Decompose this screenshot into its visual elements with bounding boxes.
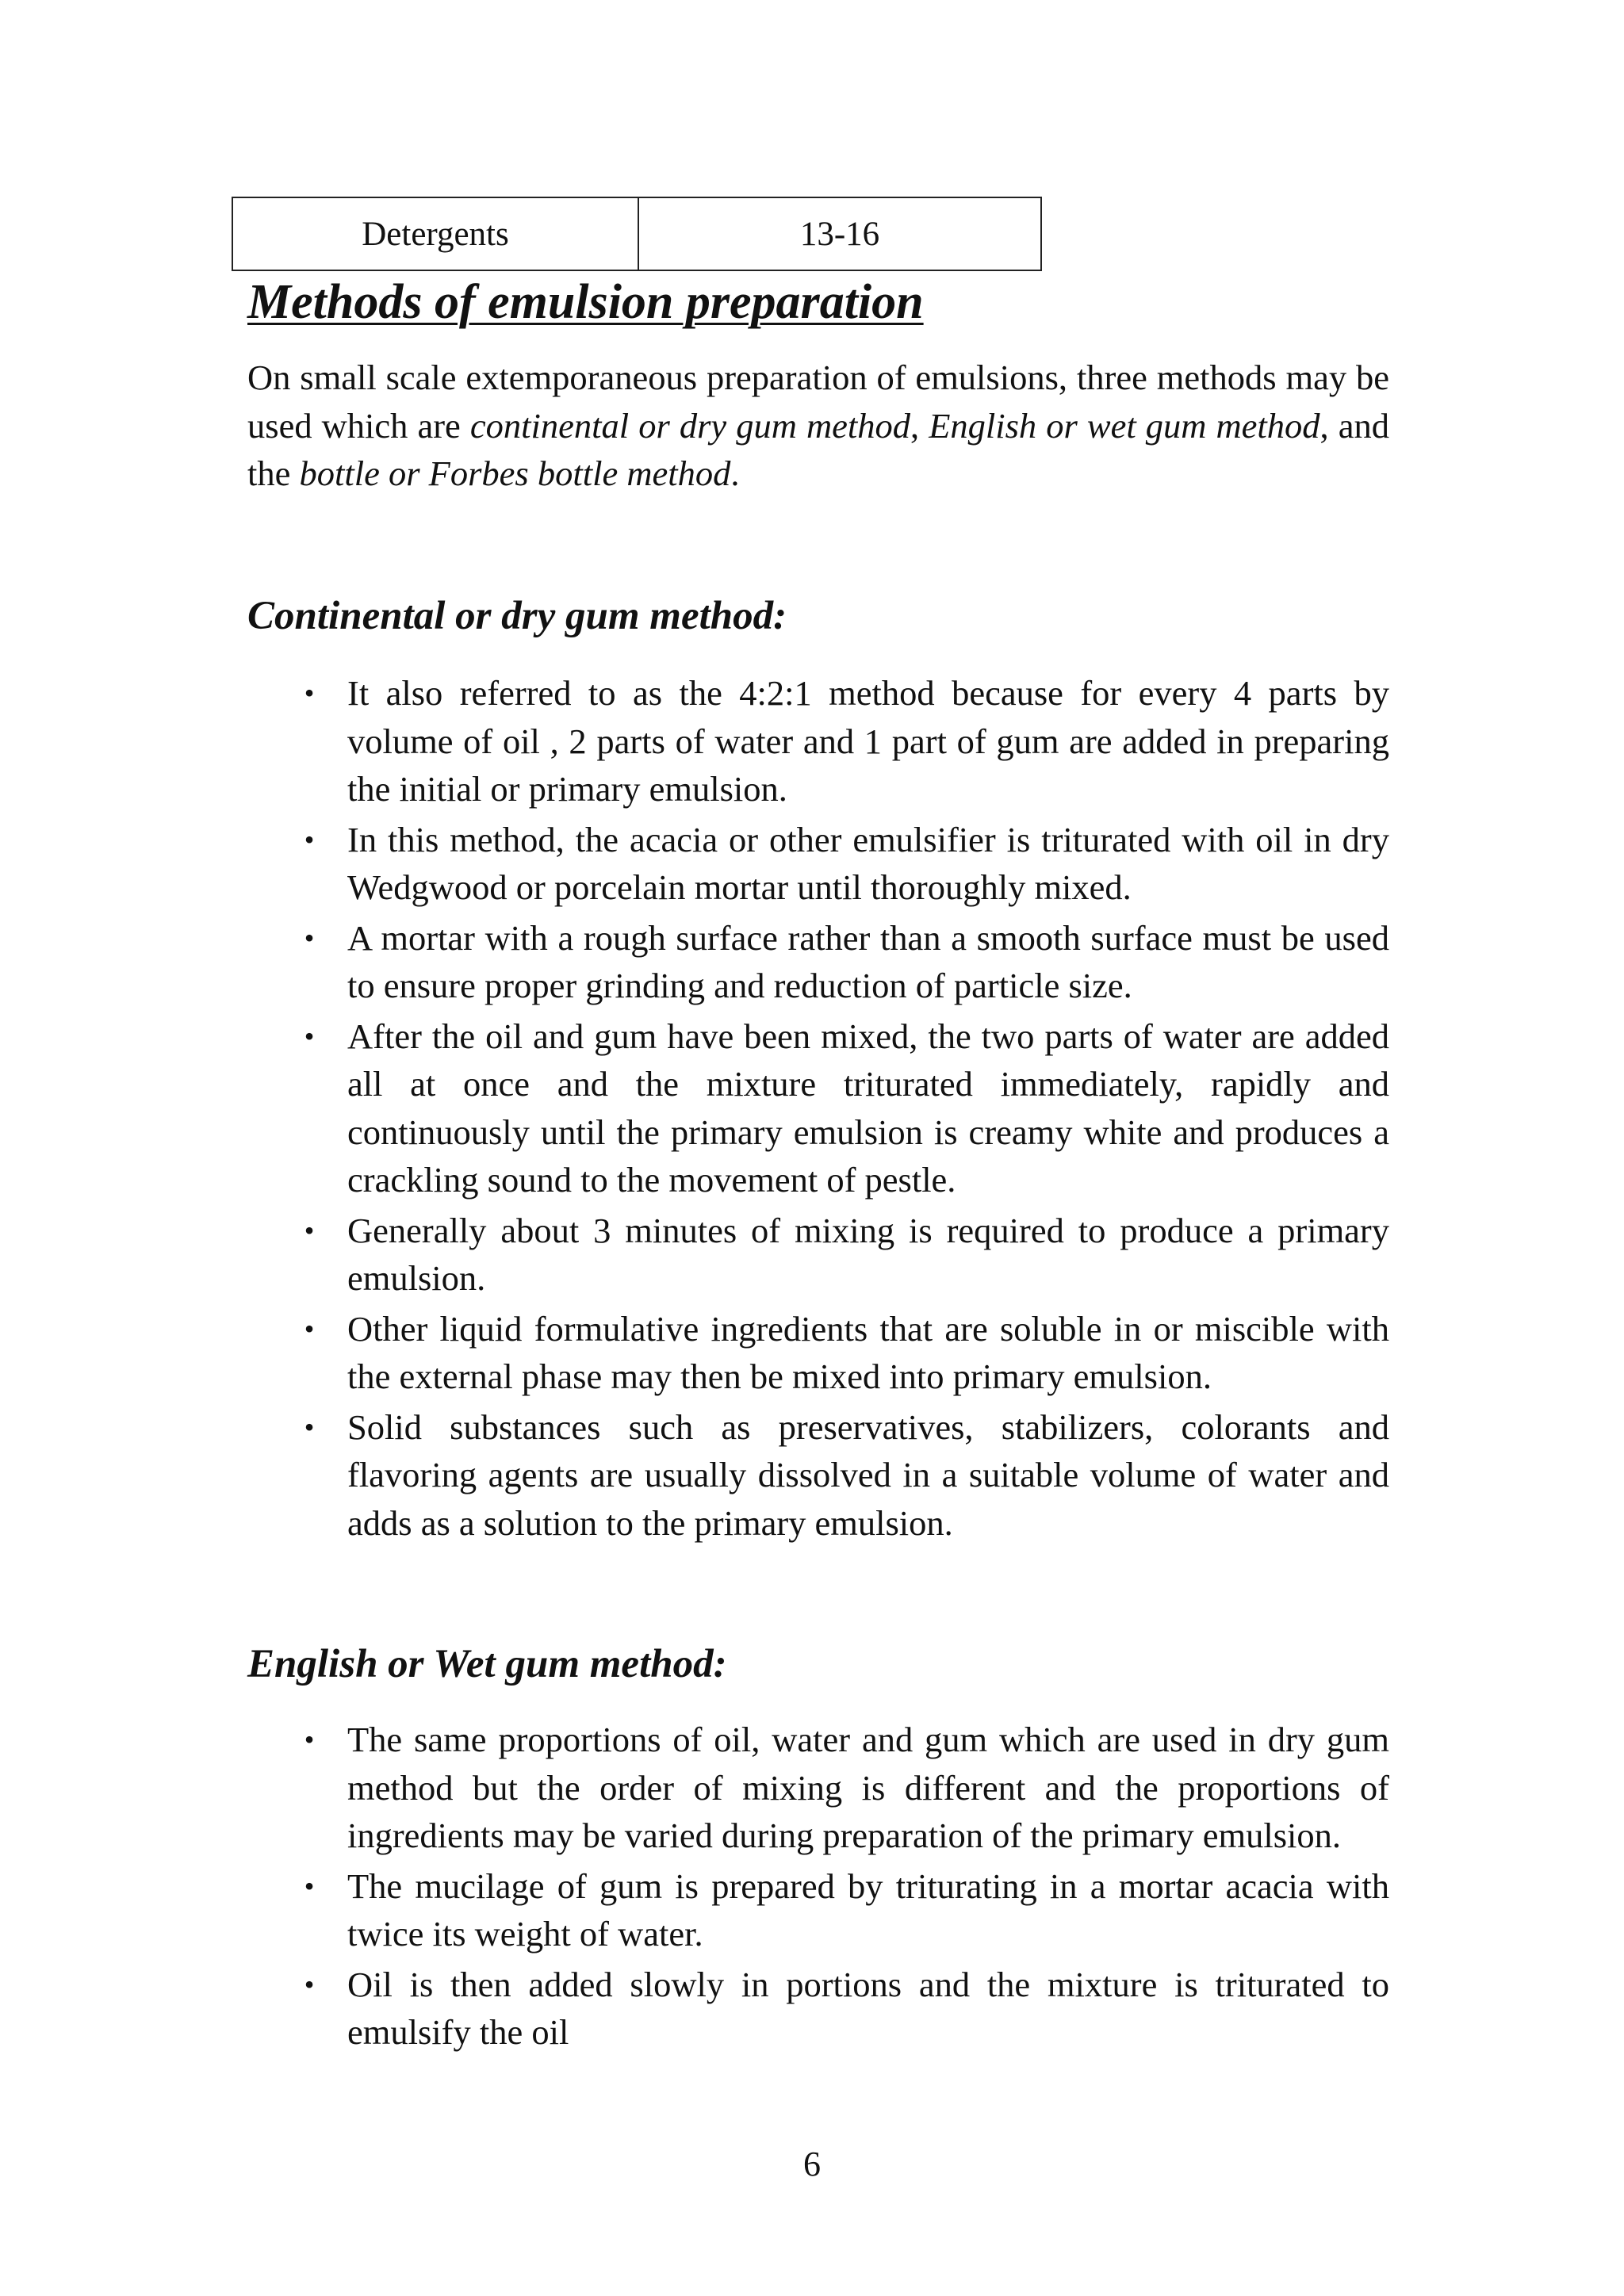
intro-emphasis: bottle or Forbes bottle method <box>299 453 731 493</box>
list-item <box>247 1716 1389 1860</box>
bullet-icon: • <box>304 1724 315 1755</box>
list-item-text: The mucilage of gum is prepared by triturating in a mortar acacia with twice its weight of water. <box>347 1866 1389 1954</box>
bullet-icon: • <box>304 1968 315 2000</box>
page-title: Methods of emulsion preparation <box>247 275 924 329</box>
list-item <box>247 1961 1389 2057</box>
list-item <box>247 1862 1389 1958</box>
list-item-text: Solid substances such as preservatives, stabilizers, colorants and flavoring agents are usually dissolved in a suitable volume of water and adds as a solution to the primary emulsion. <box>347 1406 1389 1543</box>
list-item <box>247 1403 1389 1548</box>
bullet-list-english <box>247 1716 1389 2059</box>
bullet-icon: • <box>304 1869 315 1902</box>
list-item <box>247 816 1389 912</box>
intro-text: , <box>910 405 929 446</box>
intro-paragraph <box>247 354 1389 498</box>
list-item-text: In this method, the acacia or other emulsifier is triturated with oil in dry Wedgwood or porcelain mortar until thoroughly mixed. <box>347 819 1389 907</box>
intro-text: , and the <box>247 405 1389 493</box>
list-item <box>247 1207 1389 1303</box>
table-cell: 13-16 <box>638 197 1041 270</box>
list-item <box>247 1012 1389 1204</box>
page-number: 6 <box>803 2145 821 2183</box>
bullet-icon: • <box>304 1020 315 1052</box>
bullet-icon: • <box>304 1312 315 1345</box>
list-item-text: It also referred to as the 4:2:1 method because for every 4 parts by volume of oil , 2 parts of water and 1 part of gum are added in preparing the initial or primary emulsion. <box>347 673 1389 809</box>
table-row <box>232 197 1041 270</box>
bullet-icon: • <box>304 1410 315 1443</box>
intro-emphasis: English or wet gum method <box>929 405 1320 446</box>
list-item-text: Other liquid formulative ingredients that are soluble in or miscible with the external phase may then be mixed into primary emulsion. <box>347 1308 1389 1396</box>
bullet-icon: • <box>304 1214 315 1246</box>
bullet-icon: • <box>304 823 315 855</box>
bullet-list-continental <box>247 669 1389 1549</box>
list-item-text: Oil is then added slowly in portions and the mixture is triturated to emulsify the oil <box>347 1964 1389 2052</box>
continued-table <box>232 197 1042 271</box>
list-item <box>247 669 1389 813</box>
intro-text: On small scale extemporaneous preparation of emulsions, three methods may be used which are <box>247 358 1389 446</box>
table-cell: Detergents <box>232 197 638 270</box>
list-item <box>247 914 1389 1010</box>
intro-emphasis: continental or dry gum method <box>469 405 910 446</box>
section-heading-english: English or Wet gum method: <box>247 1642 727 1686</box>
list-item-text: Generally about 3 minutes of mixing is required to produce a primary emulsion. <box>347 1210 1389 1298</box>
list-item-text: The same proportions of oil, water and gum which are used in dry gum method but the order of mixing is different and the proportions of ingredients may be varied during preparation of the primary emulsion. <box>347 1720 1389 1855</box>
intro-text: . <box>730 453 740 493</box>
section-heading-continental: Continental or dry gum method: <box>247 594 787 638</box>
bullet-icon: • <box>304 677 315 709</box>
bullet-icon: • <box>304 921 315 954</box>
list-item <box>247 1305 1389 1401</box>
list-item-text: A mortar with a rough surface rather than a smooth surface must be used to ensure proper grinding and reduction of particle size. <box>347 917 1389 1005</box>
list-item-text: After the oil and gum have been mixed, the two parts of water are added all at once and the mixture triturated immediately, rapidly and continuously until the primary emulsion is creamy white and produces a crackling sound to the movement of pestle. <box>347 1016 1389 1200</box>
